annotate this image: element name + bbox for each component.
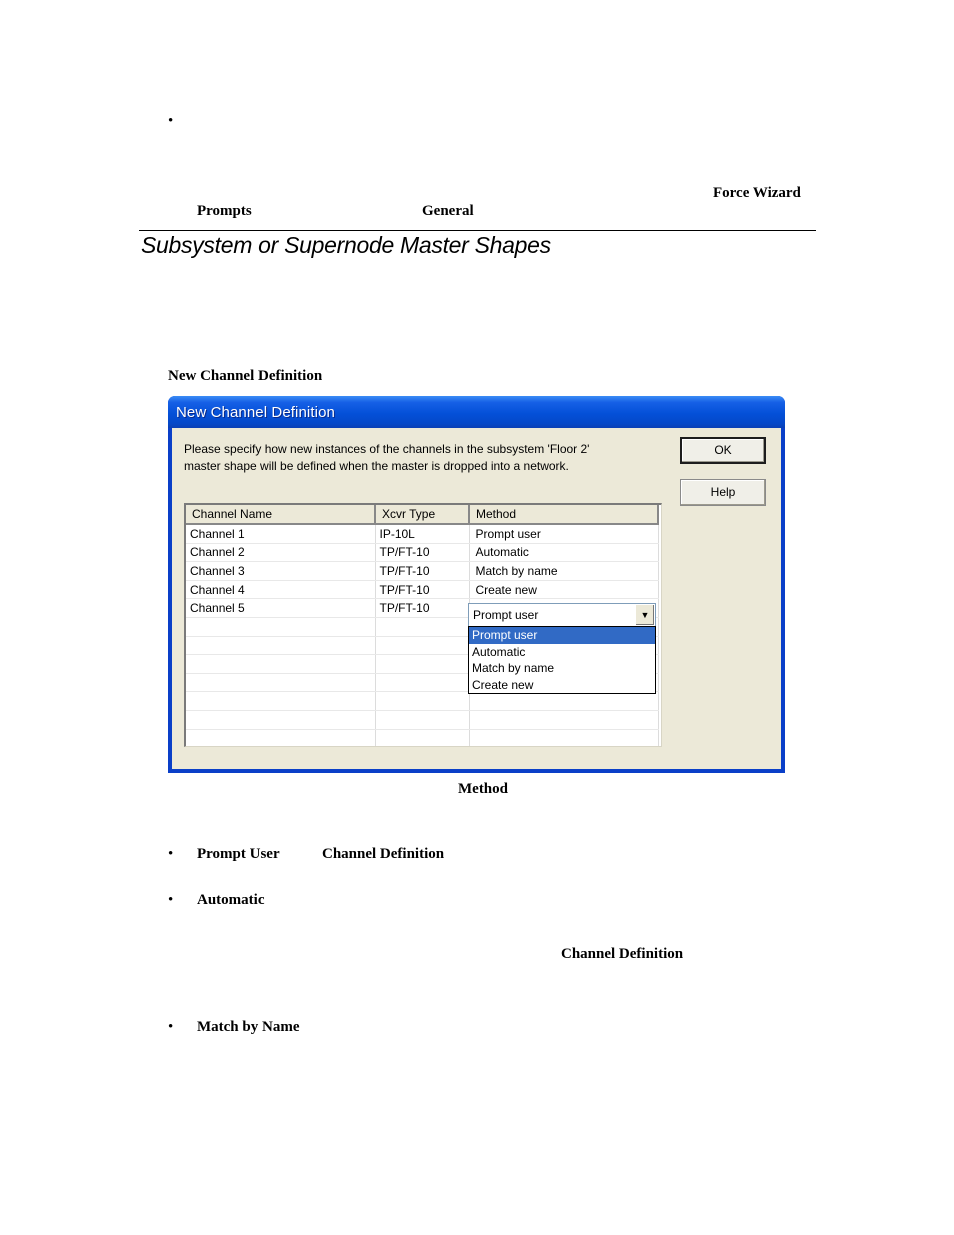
table-row bbox=[186, 729, 658, 747]
automatic-term: Automatic bbox=[197, 892, 265, 908]
bullet-marker: • bbox=[168, 113, 174, 129]
xcvr-type-cell[interactable]: TP/FT-10 bbox=[375, 580, 469, 599]
prompts-term: Prompts bbox=[197, 203, 252, 219]
dropdown-option-create-new[interactable]: Create new bbox=[472, 677, 534, 692]
section-rule bbox=[139, 230, 816, 231]
method-cell[interactable]: Create new bbox=[469, 580, 658, 599]
dialog-body bbox=[172, 428, 781, 769]
column-header-channel-name[interactable]: Channel Name bbox=[186, 505, 375, 524]
method-cell[interactable]: Prompt user bbox=[469, 524, 658, 543]
channel-name-cell[interactable]: Channel 4 bbox=[186, 580, 375, 599]
dialog-message-line2: master shape will be defined when the master is dropped into a network. bbox=[184, 458, 569, 473]
xcvr-type-cell[interactable]: IP-10L bbox=[375, 524, 469, 543]
general-term: General bbox=[422, 203, 474, 219]
bullet-marker: • bbox=[168, 892, 174, 908]
table-row[interactable] bbox=[186, 580, 658, 599]
xcvr-type-cell[interactable]: TP/FT-10 bbox=[375, 543, 469, 562]
method-cell[interactable]: Automatic bbox=[469, 543, 658, 562]
dropdown-option-automatic[interactable]: Automatic bbox=[472, 644, 526, 659]
table-row bbox=[186, 710, 658, 729]
table-row[interactable] bbox=[186, 562, 658, 581]
channel-definition-term: Channel Definition bbox=[561, 946, 684, 962]
dropdown-option-match-by-name[interactable]: Match by name bbox=[472, 661, 555, 675]
table-row[interactable] bbox=[186, 543, 658, 562]
method-label: Method bbox=[458, 781, 508, 797]
method-dropdown-list[interactable] bbox=[468, 626, 656, 694]
dialog-message-line1: Please specify how new instances of the channels in the subsystem 'Floor 2' bbox=[184, 442, 590, 456]
method-cell[interactable]: Match by name bbox=[469, 562, 658, 581]
method-combobox-value: Prompt user bbox=[473, 608, 539, 622]
table-row[interactable] bbox=[186, 524, 658, 543]
dialog-title: New Channel Definition bbox=[176, 404, 335, 421]
channel-name-cell[interactable]: Channel 3 bbox=[186, 562, 375, 581]
dialog-title-bar[interactable] bbox=[168, 396, 785, 428]
help-button[interactable]: Help bbox=[680, 479, 766, 506]
xcvr-type-cell[interactable]: TP/FT-10 bbox=[375, 562, 469, 581]
figure-caption: New Channel Definition bbox=[168, 368, 323, 384]
bullet-marker: • bbox=[168, 846, 174, 862]
bullet-marker: • bbox=[168, 1019, 174, 1035]
section-heading: Subsystem or Supernode Master Shapes bbox=[141, 232, 551, 258]
dialog-message bbox=[184, 441, 664, 474]
channel-name-cell[interactable]: Channel 2 bbox=[186, 543, 375, 562]
channel-name-cell[interactable]: Channel 5 bbox=[186, 599, 375, 618]
prompt-user-term: Prompt User bbox=[197, 846, 280, 862]
force-wizard-term: Force Wizard bbox=[713, 185, 801, 201]
channel-definition-term: Channel Definition bbox=[322, 846, 445, 862]
column-header-xcvr-type[interactable]: Xcvr Type bbox=[375, 505, 469, 524]
new-channel-definition-dialog bbox=[168, 396, 785, 773]
column-header-method[interactable]: Method bbox=[469, 505, 658, 524]
chevron-down-icon[interactable]: ▼ bbox=[635, 605, 654, 625]
dropdown-option-prompt-user[interactable]: Prompt user bbox=[469, 627, 655, 644]
channel-name-cell[interactable]: Channel 1 bbox=[186, 524, 375, 543]
xcvr-type-cell[interactable]: TP/FT-10 bbox=[375, 599, 469, 618]
match-by-name-term: Match by Name bbox=[197, 1019, 300, 1035]
method-combobox[interactable] bbox=[468, 603, 656, 627]
ok-button[interactable]: OK bbox=[680, 437, 766, 464]
table-row bbox=[186, 692, 658, 711]
